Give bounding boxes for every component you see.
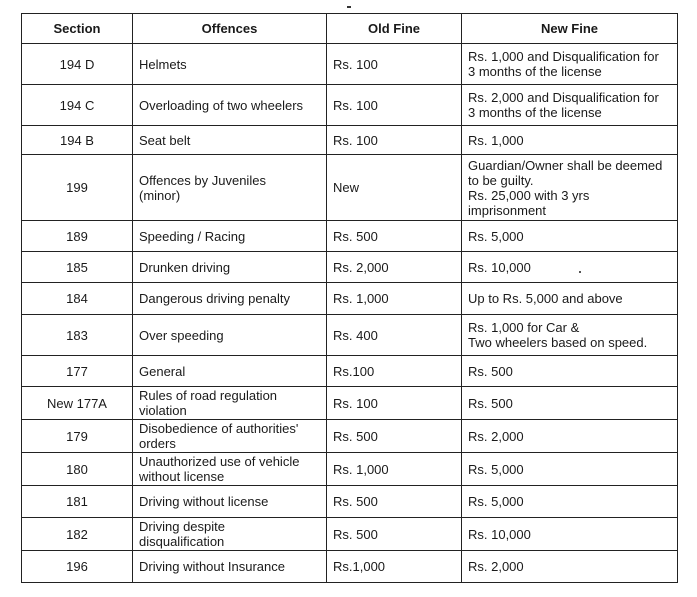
row-new-fine-text: Up to Rs. 5,000 and above bbox=[468, 291, 623, 306]
row-offence-text: Overloading of two wheelers bbox=[139, 97, 304, 113]
table-row bbox=[22, 155, 678, 221]
row-old-fine bbox=[327, 420, 462, 453]
row-new-fine bbox=[462, 252, 678, 283]
row-new-fine-text: Rs. 5,000 bbox=[468, 228, 524, 244]
row-new-fine-text: Rs. 10,000 bbox=[468, 259, 531, 275]
row-offence-text: Drunken driving bbox=[139, 259, 231, 275]
row-offence bbox=[133, 486, 327, 518]
row-new-fine-text: Rs. 500 bbox=[468, 395, 513, 411]
row-new-fine-text: Rs. 1,000 and Disqualification for 3 months of the license bbox=[468, 49, 659, 79]
row-new-fine bbox=[462, 486, 678, 518]
row-old-fine bbox=[327, 44, 462, 85]
table-row bbox=[22, 44, 678, 85]
header-section: Section bbox=[22, 14, 133, 44]
header-row bbox=[22, 14, 678, 44]
row-old-fine-text: Rs. 2,000 bbox=[333, 259, 389, 275]
stray-mark bbox=[347, 6, 351, 8]
row-new-fine bbox=[462, 518, 678, 551]
table-row bbox=[22, 356, 678, 387]
row-new-fine bbox=[462, 283, 678, 315]
row-offence bbox=[133, 44, 327, 85]
row-new-fine bbox=[462, 453, 678, 486]
table-row bbox=[22, 221, 678, 252]
row-section bbox=[22, 551, 133, 583]
row-section bbox=[22, 387, 133, 420]
row-section-text: 183 bbox=[66, 327, 88, 343]
row-section-text: 184 bbox=[66, 291, 88, 306]
row-new-fine bbox=[462, 356, 678, 387]
table-row bbox=[22, 315, 678, 356]
row-section bbox=[22, 85, 133, 126]
row-old-fine-text: Rs. 500 bbox=[333, 526, 378, 542]
row-section bbox=[22, 315, 133, 356]
row-new-fine-text: Rs. 1,000 bbox=[468, 132, 524, 148]
row-section-text: 181 bbox=[66, 494, 88, 509]
row-section-text: 182 bbox=[66, 526, 88, 542]
row-old-fine-text: Rs. 100 bbox=[333, 395, 378, 411]
row-new-fine bbox=[462, 85, 678, 126]
row-section bbox=[22, 486, 133, 518]
row-offence-text: Driving without license bbox=[139, 494, 269, 509]
row-old-fine-text: Rs. 400 bbox=[333, 327, 378, 343]
row-section bbox=[22, 252, 133, 283]
row-offence-text: Helmets bbox=[139, 56, 187, 72]
row-section-text: 185 bbox=[66, 259, 88, 275]
row-old-fine bbox=[327, 315, 462, 356]
row-old-fine bbox=[327, 486, 462, 518]
row-new-fine-text: Rs. 2,000 and Disqualification for 3 months of the license bbox=[468, 90, 659, 120]
row-section-text: 194 C bbox=[59, 97, 95, 113]
row-offence-text: Over speeding bbox=[139, 327, 224, 343]
row-section-text: New 177A bbox=[47, 395, 107, 411]
row-section-text: 180 bbox=[66, 461, 88, 477]
row-offence bbox=[133, 518, 327, 551]
row-section bbox=[22, 420, 133, 453]
row-offence-text: Seat belt bbox=[139, 132, 191, 148]
row-old-fine bbox=[327, 85, 462, 126]
row-old-fine bbox=[327, 283, 462, 315]
row-old-fine bbox=[327, 221, 462, 252]
row-offence bbox=[133, 283, 327, 315]
row-new-fine-text: Rs. 5,000 bbox=[468, 461, 524, 477]
table-row bbox=[22, 387, 678, 420]
row-old-fine bbox=[327, 551, 462, 583]
table-row bbox=[22, 486, 678, 518]
row-section bbox=[22, 356, 133, 387]
table-row bbox=[22, 85, 678, 126]
row-offence bbox=[133, 420, 327, 453]
row-old-fine-text: Rs. 100 bbox=[333, 56, 378, 72]
row-old-fine-text: New bbox=[333, 180, 360, 195]
row-section bbox=[22, 518, 133, 551]
row-old-fine-text: Rs. 100 bbox=[333, 132, 378, 148]
row-new-fine-text: Guardian/Owner shall be deemed to be guilty. Rs. 25,000 with 3 yrs imprisonment bbox=[468, 157, 663, 218]
row-section-text: 179 bbox=[66, 428, 88, 444]
header-offences: Offences bbox=[133, 14, 327, 44]
row-offence bbox=[133, 126, 327, 155]
row-section bbox=[22, 126, 133, 155]
row-section-text: 177 bbox=[66, 363, 88, 379]
row-old-fine-text: Rs.1,000 bbox=[333, 559, 386, 574]
row-old-fine-text: Rs. 500 bbox=[333, 428, 378, 444]
row-old-fine-text: Rs. 100 bbox=[333, 97, 378, 113]
row-section bbox=[22, 283, 133, 315]
row-new-fine-text: Rs. 1,000 for Car & Two wheelers based on speed. bbox=[468, 320, 648, 350]
row-section bbox=[22, 44, 133, 85]
row-offence bbox=[133, 453, 327, 486]
table-row bbox=[22, 518, 678, 551]
row-new-fine bbox=[462, 126, 678, 155]
row-offence-text: Dangerous driving penalty bbox=[139, 291, 291, 306]
row-new-fine-text: Rs. 500 bbox=[468, 363, 513, 379]
row-section-text: 189 bbox=[66, 228, 88, 244]
row-section bbox=[22, 221, 133, 252]
row-section-text: 199 bbox=[66, 180, 88, 195]
row-offence bbox=[133, 252, 327, 283]
row-offence bbox=[133, 85, 327, 126]
row-old-fine-text: Rs. 500 bbox=[333, 228, 378, 244]
row-old-fine bbox=[327, 155, 462, 221]
row-old-fine bbox=[327, 356, 462, 387]
row-offence-text: Driving despite disqualification bbox=[139, 519, 225, 549]
row-offence bbox=[133, 221, 327, 252]
table-row bbox=[22, 420, 678, 453]
row-offence bbox=[133, 551, 327, 583]
row-new-fine-text: Rs. 2,000 bbox=[468, 428, 524, 444]
row-old-fine bbox=[327, 252, 462, 283]
row-old-fine bbox=[327, 518, 462, 551]
row-new-fine bbox=[462, 315, 678, 356]
fines-table bbox=[21, 13, 678, 583]
row-offence-text: Rules of road regulation violation bbox=[139, 388, 278, 418]
header-old-fine: Old Fine bbox=[327, 14, 462, 44]
row-section-text: 194 B bbox=[60, 132, 94, 148]
row-offence bbox=[133, 315, 327, 356]
row-old-fine-text: Rs. 500 bbox=[333, 494, 378, 509]
row-offence-text: Disobedience of authorities' orders bbox=[139, 421, 299, 451]
row-new-fine bbox=[462, 420, 678, 453]
row-new-fine bbox=[462, 44, 678, 85]
row-offence-text: Offences by Juveniles (minor) bbox=[139, 172, 266, 203]
row-old-fine bbox=[327, 126, 462, 155]
row-new-fine bbox=[462, 387, 678, 420]
row-new-fine-text: Rs. 10,000 bbox=[468, 526, 531, 542]
row-offence bbox=[133, 356, 327, 387]
table-row bbox=[22, 283, 678, 315]
row-section-text: 194 D bbox=[59, 56, 95, 72]
header-new-fine: New Fine bbox=[462, 14, 678, 44]
row-new-fine bbox=[462, 155, 678, 221]
row-new-fine-text: Rs. 5,000 bbox=[468, 494, 524, 509]
row-offence-text: Speeding / Racing bbox=[139, 228, 246, 244]
row-new-fine bbox=[462, 551, 678, 583]
row-new-fine bbox=[462, 221, 678, 252]
row-old-fine-text: Rs. 1,000 bbox=[333, 461, 389, 477]
row-old-fine-text: Rs.100 bbox=[333, 363, 375, 379]
table-row bbox=[22, 126, 678, 155]
table-row bbox=[22, 453, 678, 486]
row-offence-text: General bbox=[139, 363, 186, 379]
row-offence-text: Unauthorized use of vehicle without license bbox=[139, 454, 300, 484]
row-old-fine bbox=[327, 387, 462, 420]
table-row bbox=[22, 252, 678, 283]
row-offence-text: Driving without Insurance bbox=[139, 559, 285, 574]
row-section bbox=[22, 453, 133, 486]
row-new-fine-text: Rs. 2,000 bbox=[468, 559, 524, 574]
row-old-fine-text: Rs. 1,000 bbox=[333, 291, 389, 306]
row-old-fine bbox=[327, 453, 462, 486]
table-row bbox=[22, 551, 678, 583]
row-section-text: 196 bbox=[66, 559, 88, 574]
row-section bbox=[22, 155, 133, 221]
row-offence bbox=[133, 155, 327, 221]
row-offence bbox=[133, 387, 327, 420]
